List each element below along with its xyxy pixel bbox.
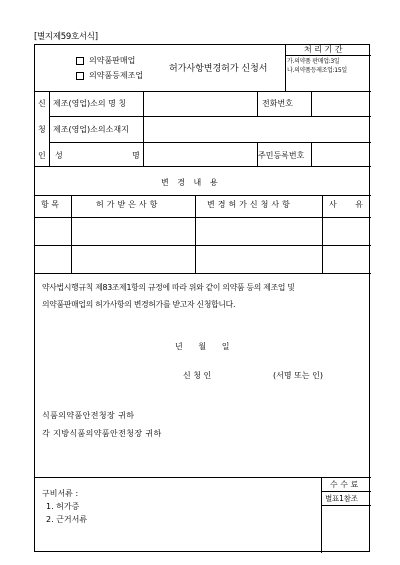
name-label-first: 성 — [55, 151, 63, 160]
changes-title-line — [35, 195, 371, 196]
applicant-side-char-3: 인 — [38, 151, 46, 160]
application-date: 년 월 일 — [175, 342, 232, 351]
checkbox-label-pharmacy-sales: 의약품판매업 — [89, 56, 136, 65]
resident-number-label: 주민등록번호 — [258, 151, 305, 160]
column-header-change-request: 변경허가신청사항 — [207, 200, 293, 209]
header-bottom-line — [35, 91, 371, 92]
checkbox-drug-manufacturing[interactable] — [76, 72, 84, 80]
processing-period-title: 처 리 기 간 — [304, 45, 343, 54]
declaration-text-line1: 약사법시행규칙 제83조제1항의 규정에 따라 위와 같이 의약품 등의 제조업 및 — [42, 283, 295, 292]
phone-field[interactable] — [313, 93, 369, 114]
business-name-field[interactable] — [145, 93, 255, 114]
applicant-side-char-2: 청 — [38, 125, 46, 134]
recipient-regional-kfda: 각 지방식품의약품안전청장 귀하 — [42, 429, 162, 438]
resident-number-field[interactable] — [313, 144, 369, 164]
applicant-side-char-1: 신 — [38, 99, 46, 108]
business-address-field[interactable] — [145, 118, 369, 140]
processing-title-divider — [285, 55, 371, 56]
column-header-item: 항 목 — [41, 200, 59, 209]
declaration-text-line2: 의약품판매업의 허가사항의 변경허가를 받고자 신청합니다. — [42, 300, 236, 309]
applicant-side-border — [49, 91, 50, 166]
fee-title: 수 수 료 — [330, 480, 359, 489]
form-title: 허가사항변경허가 신청서 — [169, 64, 268, 74]
processing-box-border — [285, 45, 286, 91]
phone-label: 전화번호 — [262, 99, 293, 108]
fee-title-line — [321, 491, 371, 492]
business-name-label: 제조(영업)소의 명 칭 — [53, 99, 127, 108]
required-documents-title: 구비서류 : — [42, 489, 79, 498]
fee-box-left-border — [321, 477, 322, 553]
column-header-approved: 허가받은사항 — [96, 200, 161, 209]
phone-label-right-border — [311, 91, 312, 116]
checkbox-pharmacy-sales[interactable] — [76, 57, 84, 65]
required-document-1: 1. 허가증 — [46, 502, 80, 511]
changes-row-2[interactable] — [35, 245, 371, 273]
fee-value: 별표1참조 — [325, 494, 358, 503]
processing-period-line2: 나.의약품등제조업:15일 — [287, 67, 347, 74]
signature-note: (서명 또는 인) — [273, 371, 323, 380]
fee-value-line — [321, 505, 371, 506]
column-header-reason: 사 유 — [329, 200, 371, 209]
name-field[interactable] — [145, 144, 255, 164]
business-address-label: 제조(영업)소의소재지 — [53, 125, 129, 134]
changes-row-1[interactable] — [35, 217, 371, 245]
name-label-second: 명 — [132, 151, 140, 160]
applicant-label-col-border — [143, 91, 144, 166]
application-form — [34, 44, 370, 552]
applicant-row2-line — [49, 142, 371, 143]
changes-bottom-line — [35, 273, 371, 274]
recipient-kfda: 식품의약품안전청장 귀하 — [42, 411, 135, 420]
checkbox-label-drug-manufacturing: 의약품등제조업 — [89, 71, 144, 80]
changes-section-title: 변 경 내 용 — [161, 178, 221, 187]
applicant-row1-line — [49, 116, 371, 117]
processing-period-line1: 가.의약품 판매업:3일 — [287, 58, 340, 65]
applicant-bottom-line — [35, 166, 371, 167]
required-document-2: 2. 근거서류 — [46, 515, 88, 524]
phone-label-left-border — [257, 91, 258, 116]
applicant-signature-label: 신 청 인 — [183, 371, 212, 380]
form-number-label: [별지제59호서식] — [34, 32, 98, 42]
resident-label-right-border — [311, 142, 312, 166]
